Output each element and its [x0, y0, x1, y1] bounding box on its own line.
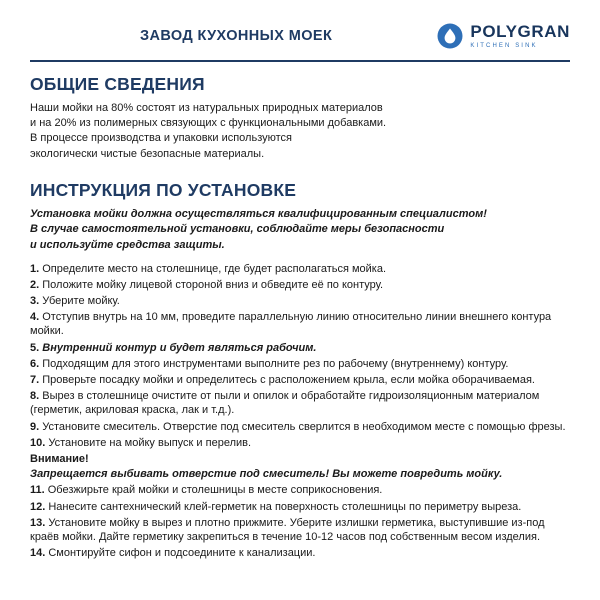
installation-warning — [30, 207, 570, 254]
general-line: экологически чистые безопасные материалы. — [30, 147, 265, 160]
step-text: Установите на мойку выпуск и перелив. — [48, 436, 252, 449]
brand-tagline: KITCHEN SINK — [470, 43, 538, 49]
step-number: 3. — [30, 294, 40, 307]
document-header — [30, 0, 570, 58]
section-title-general: ОБЩИЕ СВЕДЕНИЯ — [30, 74, 205, 94]
warning-line: Установка мойки должна осуществляться квалифицированным специалистом! — [30, 207, 487, 220]
list-item — [30, 420, 570, 435]
step-number: 2. — [30, 278, 40, 291]
step-text: Вырез в столешнице очистите от пыли и опилок и обработайте гидроизоляционным материалом (герметик, акриловая краска, лак и т.д.). — [30, 389, 540, 417]
step-text: Уберите мойку. — [42, 294, 120, 307]
step-text: Обезжирьте край мойки и столешницы в месте соприкосновения. — [47, 484, 383, 497]
steps-list-first — [30, 262, 570, 451]
list-item — [30, 546, 570, 561]
step-text: Проверьте посадку мойки и определитесь с расположением крыла, если мойка оборачиваемая. — [42, 373, 535, 386]
step-number: 12. — [30, 500, 46, 513]
list-item — [30, 341, 570, 356]
step-number: 9. — [30, 420, 40, 433]
step-text: Установите смеситель. Отверстие под смеситель сверлится в необходимом месте с помощью фрезы. — [42, 420, 566, 433]
step-number: 14. — [30, 547, 46, 560]
step-text: Отступив внутрь на 10 мм, проведите параллельную линию относительно линии внешнего контура мойки. — [30, 310, 552, 338]
step-text: Смонтируйте сифон и подсоедините к канализации. — [48, 547, 316, 560]
prohibition-notice — [30, 452, 570, 481]
general-line: Наши мойки на 80% состоят из натуральных природных материалов — [30, 102, 383, 114]
general-line: В процессе производства и упаковки используются — [30, 132, 292, 145]
section-title-instruction: ИНСТРУКЦИЯ ПО УСТАНОВКЕ — [30, 179, 297, 200]
water-drop-icon — [437, 23, 463, 49]
step-number: 5. — [30, 341, 40, 354]
step-number: 6. — [30, 357, 40, 370]
header-divider — [30, 60, 570, 62]
list-item — [30, 310, 570, 339]
step-number: 8. — [30, 389, 40, 402]
notice-body: Запрещается выбивать отверстие под смеситель! Вы можете повредить мойку. — [30, 467, 503, 480]
list-item — [30, 389, 570, 418]
step-number: 11. — [30, 484, 45, 497]
step-number: 13. — [30, 516, 46, 529]
step-text: Внутренний контур и будет являться рабочим. — [42, 341, 317, 354]
warning-line: и используйте средства защиты. — [30, 239, 225, 251]
step-number: 7. — [30, 373, 40, 386]
list-item — [30, 294, 570, 309]
step-text: Установите мойку в вырез и плотно прижмите. Уберите излишки герметика, выступившие из-под краёв мойки. Дайте герметику закрепиться в течение 10-12 часов под собственным весом изделия. — [30, 516, 545, 544]
step-number: 10. — [30, 436, 46, 449]
list-item — [30, 500, 570, 515]
list-item — [30, 357, 570, 372]
step-number: 1. — [30, 262, 40, 275]
step-text: Положите мойку лицевой стороной вниз и обведите её по контуру. — [42, 278, 384, 291]
list-item — [30, 262, 570, 277]
general-line: и на 20% из полимерных связующих с функциональными добавками. — [30, 117, 387, 130]
warning-line: В случае самостоятельной установки, соблюдайте меры безопасности — [30, 223, 445, 236]
brand-name: POLYGRAN — [470, 22, 570, 41]
list-item — [30, 516, 570, 545]
brand-text — [470, 23, 570, 49]
list-item — [30, 436, 570, 451]
step-text: Подходящим для этого инструментами выполните рез по рабочему (внутреннему) контуру. — [42, 357, 509, 370]
page-title: ЗАВОД КУХОННЫХ МОЕК — [140, 28, 333, 44]
list-item — [30, 278, 570, 293]
brand-logo — [437, 23, 570, 49]
notice-lead: Внимание! — [30, 453, 89, 466]
list-item — [30, 373, 570, 388]
general-paragraphs — [30, 101, 570, 162]
step-text: Нанесите сантехнический клей-герметик на поверхность столешницы по периметру выреза. — [48, 500, 522, 513]
steps-list-second — [30, 483, 570, 560]
list-item — [30, 483, 570, 498]
step-text: Определите место на столешнице, где будет располагаться мойка. — [42, 262, 387, 275]
step-number: 4. — [30, 310, 40, 323]
